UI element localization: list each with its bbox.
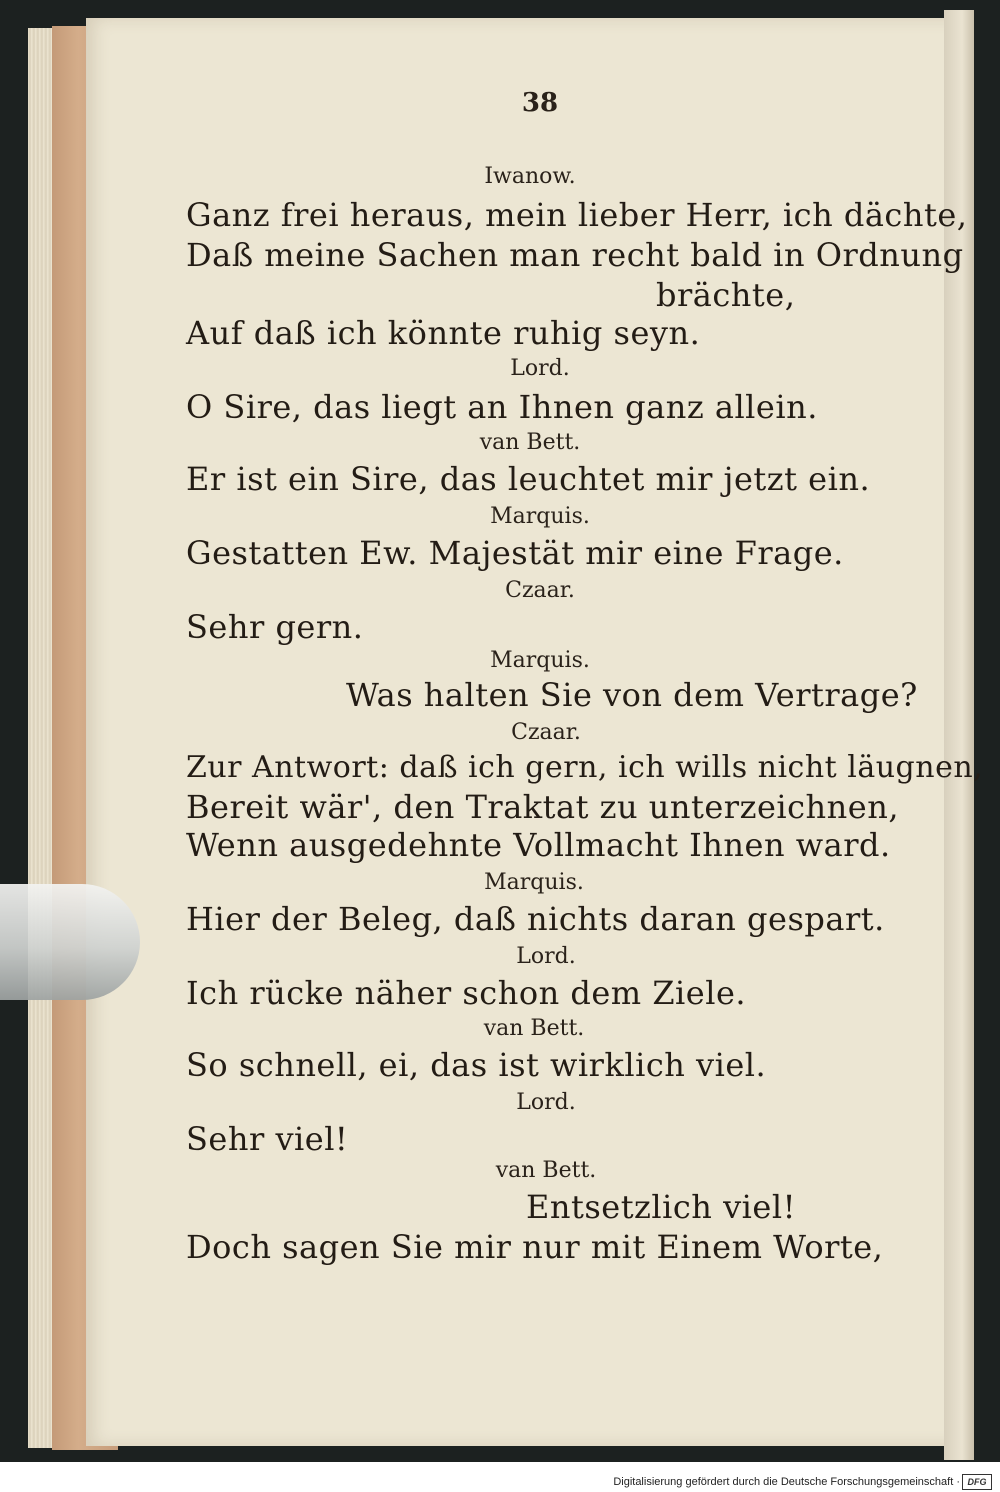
verse-line: Wenn ausgedehnte Vollmacht Ihnen ward. <box>186 826 891 864</box>
speaker-label: Marquis. <box>490 648 590 673</box>
speaker-label: Czaar. <box>505 578 575 603</box>
speaker-label: Czaar. <box>511 720 581 745</box>
verse-line: O Sire, das liegt an Ihnen ganz allein. <box>186 388 818 426</box>
verse-line: Entsetzlich viel! <box>526 1188 796 1226</box>
verse-line: Was halten Sie von dem Vertrage? <box>346 676 918 714</box>
verse-line: Bereit wär', den Traktat zu unterzeichnen, <box>186 788 899 826</box>
speaker-label: Marquis. <box>490 504 590 529</box>
verse-line: Daß meine Sachen man recht bald in Ordnung <box>186 236 964 274</box>
verse-line: So schnell, ei, das ist wirklich viel. <box>186 1046 767 1084</box>
footer-credit: Digitalisierung gefördert durch die Deutsche Forschungsgemeinschaft · <box>613 1476 960 1488</box>
verse-line: Doch sagen Sie mir nur mit Einem Worte, <box>186 1228 884 1266</box>
speaker-label: Lord. <box>516 944 576 969</box>
speaker-label: Lord. <box>510 356 570 381</box>
verse-line: Er ist ein Sire, das leuchtet mir jetzt ein. <box>186 460 871 498</box>
verse-line: Gestatten Ew. Majestät mir eine Frage. <box>186 534 844 572</box>
verse-line: Sehr viel! <box>186 1120 349 1158</box>
speaker-label: van Bett. <box>483 1016 585 1041</box>
speaker-label: van Bett. <box>495 1158 597 1183</box>
page-number: 38 <box>521 88 559 118</box>
speaker-label: van Bett. <box>479 430 581 455</box>
dfg-logo: DFG <box>962 1474 992 1490</box>
verse-line: Sehr gern. <box>186 608 364 646</box>
verse-line: Hier der Beleg, daß nichts daran gespart. <box>186 900 885 938</box>
verse-line: brächte, <box>656 276 796 314</box>
verse-line: Auf daß ich könnte ruhig seyn. <box>186 314 701 352</box>
verse-line: Ich rücke näher schon dem Ziele. <box>186 974 747 1012</box>
speaker-label: Iwanow. <box>484 164 576 189</box>
speaker-label: Lord. <box>516 1090 576 1115</box>
page-clip <box>0 884 140 1000</box>
speaker-label: Marquis. <box>484 870 584 895</box>
verse-line: Zur Antwort: daß ich gern, ich wills nicht läugnen, <box>186 750 984 785</box>
verse-line: Ganz frei heraus, mein lieber Herr, ich dächte, <box>186 196 968 234</box>
